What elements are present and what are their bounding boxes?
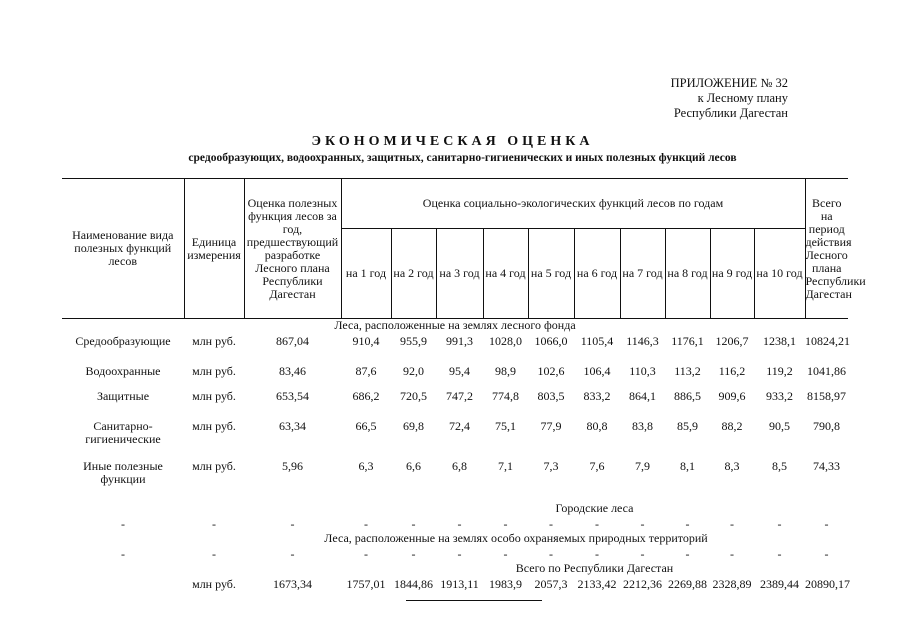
dash-cell: -	[290, 546, 295, 561]
document-title: ЭКОНОМИЧЕСКАЯ ОЦЕНКА	[311, 134, 594, 149]
dash-cell: -	[290, 516, 295, 531]
section-urban-forests-row	[62, 502, 848, 518]
year-value: 2269,88	[668, 576, 707, 591]
prev-year-value: 1673,34	[273, 576, 312, 591]
year-value: 7,6	[589, 458, 605, 473]
header-name: Наименование вида полезных функций лесов	[62, 179, 184, 319]
dash-row	[62, 548, 848, 562]
header-year-5: на 5 год	[528, 229, 574, 319]
year-value: 90,5	[769, 418, 790, 433]
section-republic-total: Всего по Республики Дагестан	[515, 560, 674, 575]
dash-cell: -	[457, 546, 462, 561]
header-year-2: на 2 год	[391, 229, 436, 319]
total-value: 1041,86	[807, 363, 846, 378]
function-name: Средообразующие	[75, 333, 171, 348]
year-value: 8,5	[772, 458, 787, 473]
function-name: Санитарно-гигиенические	[85, 418, 161, 446]
header-year-4: на 4 год	[483, 229, 528, 319]
year-value: 113,2	[674, 363, 701, 378]
dash-cell: -	[121, 546, 125, 561]
year-value: 1206,7	[715, 333, 749, 348]
year-value: 1066,0	[534, 333, 568, 348]
function-name: Защитные	[96, 388, 150, 403]
year-value: 686,2	[352, 388, 380, 403]
function-row	[62, 365, 848, 390]
dash-cell: -	[549, 516, 553, 531]
unit-cell: млн руб.	[192, 333, 236, 348]
year-value: 7,3	[543, 458, 559, 473]
dash-cell: -	[685, 546, 690, 561]
function-row	[62, 460, 848, 502]
year-value: 1757,01	[346, 576, 386, 591]
function-row	[62, 390, 848, 420]
year-value: 833,2	[583, 388, 611, 403]
header-prev-year: Оценка полезных функция лесов за год, предшествующий разработке Лесного плана Республики Дагестан	[244, 179, 341, 319]
year-value: 2212,36	[623, 576, 662, 591]
unit-cell: млн руб.	[192, 418, 236, 433]
section-forest-fund-row	[62, 319, 848, 335]
year-value: 1176,1	[671, 333, 704, 348]
header-total: Всего на период действия Лесного плана Республики Дагестан	[805, 179, 848, 319]
unit-cell: млн руб.	[192, 363, 236, 378]
section-protected-areas: Леса, расположенные на землях особо охраняемых природных территорий	[324, 530, 708, 545]
year-value: 110,3	[629, 363, 656, 378]
year-value: 1844,86	[394, 576, 433, 591]
function-name: Водоохранные	[85, 363, 161, 378]
header-year-3: на 3 год	[436, 229, 483, 319]
total-value: 74,33	[813, 458, 840, 473]
prev-year-value: 83,46	[279, 363, 306, 378]
year-value: 6,8	[452, 458, 467, 473]
year-value: 116,2	[718, 363, 746, 378]
year-value: 80,8	[586, 418, 608, 433]
dash-cell: -	[411, 546, 416, 561]
dash-cell: -	[549, 546, 553, 561]
year-value: 933,2	[766, 388, 793, 403]
dash-cell: -	[411, 516, 416, 531]
year-value: 95,4	[449, 363, 470, 378]
dash-cell: -	[364, 516, 368, 531]
grand-total-label	[62, 578, 184, 594]
section-protected-areas-row	[62, 532, 848, 548]
year-value: 2328,89	[712, 576, 752, 591]
appendix-region: Республики Дагестан	[673, 106, 788, 120]
year-value: 66,5	[355, 418, 377, 433]
footer-rule	[406, 600, 542, 601]
year-value: 864,1	[629, 388, 656, 403]
header-unit: Единица измерения	[184, 179, 244, 319]
total-value: 8158,97	[807, 388, 846, 403]
dash-cell: -	[121, 516, 125, 531]
year-value: 1238,1	[763, 333, 796, 348]
dash-cell: -	[503, 516, 508, 531]
valuation-table	[62, 178, 866, 594]
dash-cell: -	[777, 546, 782, 561]
dash-cell: -	[457, 516, 462, 531]
year-value: 774,8	[492, 388, 519, 403]
year-value: 8,1	[680, 458, 695, 473]
header-year-9: на 9 год	[710, 229, 754, 319]
appendix-ref: к Лесному плану	[697, 91, 788, 105]
header-year-6: на 6 год	[574, 229, 620, 319]
year-value: 720,5	[400, 388, 427, 403]
header-year-7: на 7 год	[620, 229, 665, 319]
dash-cell: -	[640, 546, 645, 561]
dash-cell: -	[595, 546, 599, 561]
dash-cell: -	[824, 516, 829, 531]
document-subtitle: средообразующих, водоохранных, защитных, санитарно-гигиенических и иных полезных функций лесов	[188, 152, 737, 164]
year-value: 6,3	[358, 458, 374, 473]
year-value: 910,4	[352, 333, 380, 348]
year-value: 991,3	[446, 333, 473, 348]
year-value: 85,9	[677, 418, 698, 433]
dash-cell: -	[777, 516, 782, 531]
dash-cell: -	[730, 516, 734, 531]
appendix-number: ПРИЛОЖЕНИЕ № 32	[670, 76, 788, 90]
year-value: 1913,11	[440, 576, 479, 591]
section-spacer	[62, 562, 341, 578]
section-spacer	[62, 532, 184, 548]
header-year-8: на 8 год	[665, 229, 710, 319]
unit-cell: млн руб.	[192, 576, 236, 591]
year-value: 747,2	[446, 388, 473, 403]
total-value: 790,8	[813, 418, 840, 433]
prev-year-value: 867,04	[276, 333, 309, 348]
dash-cell: -	[364, 546, 368, 561]
dash-cell: -	[503, 546, 508, 561]
year-value: 909,6	[718, 388, 746, 403]
section-spacer	[62, 502, 341, 518]
year-value: 98,9	[495, 363, 516, 378]
function-name: Иные полезные функции	[83, 458, 163, 486]
year-value: 119,2	[766, 363, 793, 378]
dash-row	[62, 518, 848, 532]
year-value: 106,4	[583, 363, 611, 378]
year-value: 8,3	[724, 458, 740, 473]
year-value: 88,2	[721, 418, 743, 433]
dash-cell: -	[212, 516, 216, 531]
year-value: 886,5	[674, 388, 701, 403]
year-value: 75,1	[495, 418, 516, 433]
dash-cell: -	[595, 516, 599, 531]
grand-total-row	[62, 578, 848, 594]
year-value: 2389,44	[760, 576, 799, 591]
header-years-group: Оценка социально-экологических функций лесов по годам	[341, 179, 805, 229]
year-value: 2133,42	[577, 576, 617, 591]
year-value: 72,4	[449, 418, 470, 433]
year-value: 102,6	[537, 363, 565, 378]
total-value: 10824,21	[805, 333, 850, 348]
section-forest-fund: Леса, расположенные на землях лесного фонда	[334, 318, 576, 332]
year-value: 6,6	[406, 458, 421, 473]
year-value: 92,0	[403, 363, 424, 378]
total-value: 20890,17	[805, 576, 850, 591]
year-value: 1983,9	[489, 576, 522, 591]
dash-cell: -	[824, 546, 829, 561]
appendix-block	[630, 76, 788, 121]
year-value: 1028,0	[489, 333, 522, 348]
dash-cell: -	[640, 516, 645, 531]
function-row	[62, 335, 848, 365]
year-value: 7,9	[635, 458, 650, 473]
year-value: 2057,3	[534, 576, 568, 591]
dash-cell: -	[685, 516, 690, 531]
unit-cell: млн руб.	[192, 458, 236, 473]
prev-year-value: 63,34	[279, 418, 306, 433]
unit-cell: млн руб.	[192, 388, 236, 403]
year-value: 83,8	[632, 418, 653, 433]
year-value: 7,1	[498, 458, 513, 473]
function-row	[62, 420, 848, 460]
prev-year-value: 5,96	[282, 458, 303, 473]
dash-cell: -	[212, 546, 216, 561]
dash-cell: -	[730, 546, 734, 561]
year-value: 1146,3	[626, 333, 659, 348]
year-value: 69,8	[403, 418, 424, 433]
section-urban-forests: Городские леса	[555, 500, 634, 515]
year-value: 803,5	[537, 388, 565, 403]
header-year-10: на 10 год	[754, 229, 805, 319]
year-value: 87,6	[355, 363, 377, 378]
year-value: 955,9	[400, 333, 427, 348]
header-year-1: на 1 год	[341, 229, 391, 319]
prev-year-value: 653,54	[276, 388, 309, 403]
section-republic-total-row	[62, 562, 848, 578]
year-value: 77,9	[540, 418, 562, 433]
year-value: 1105,4	[580, 333, 614, 348]
